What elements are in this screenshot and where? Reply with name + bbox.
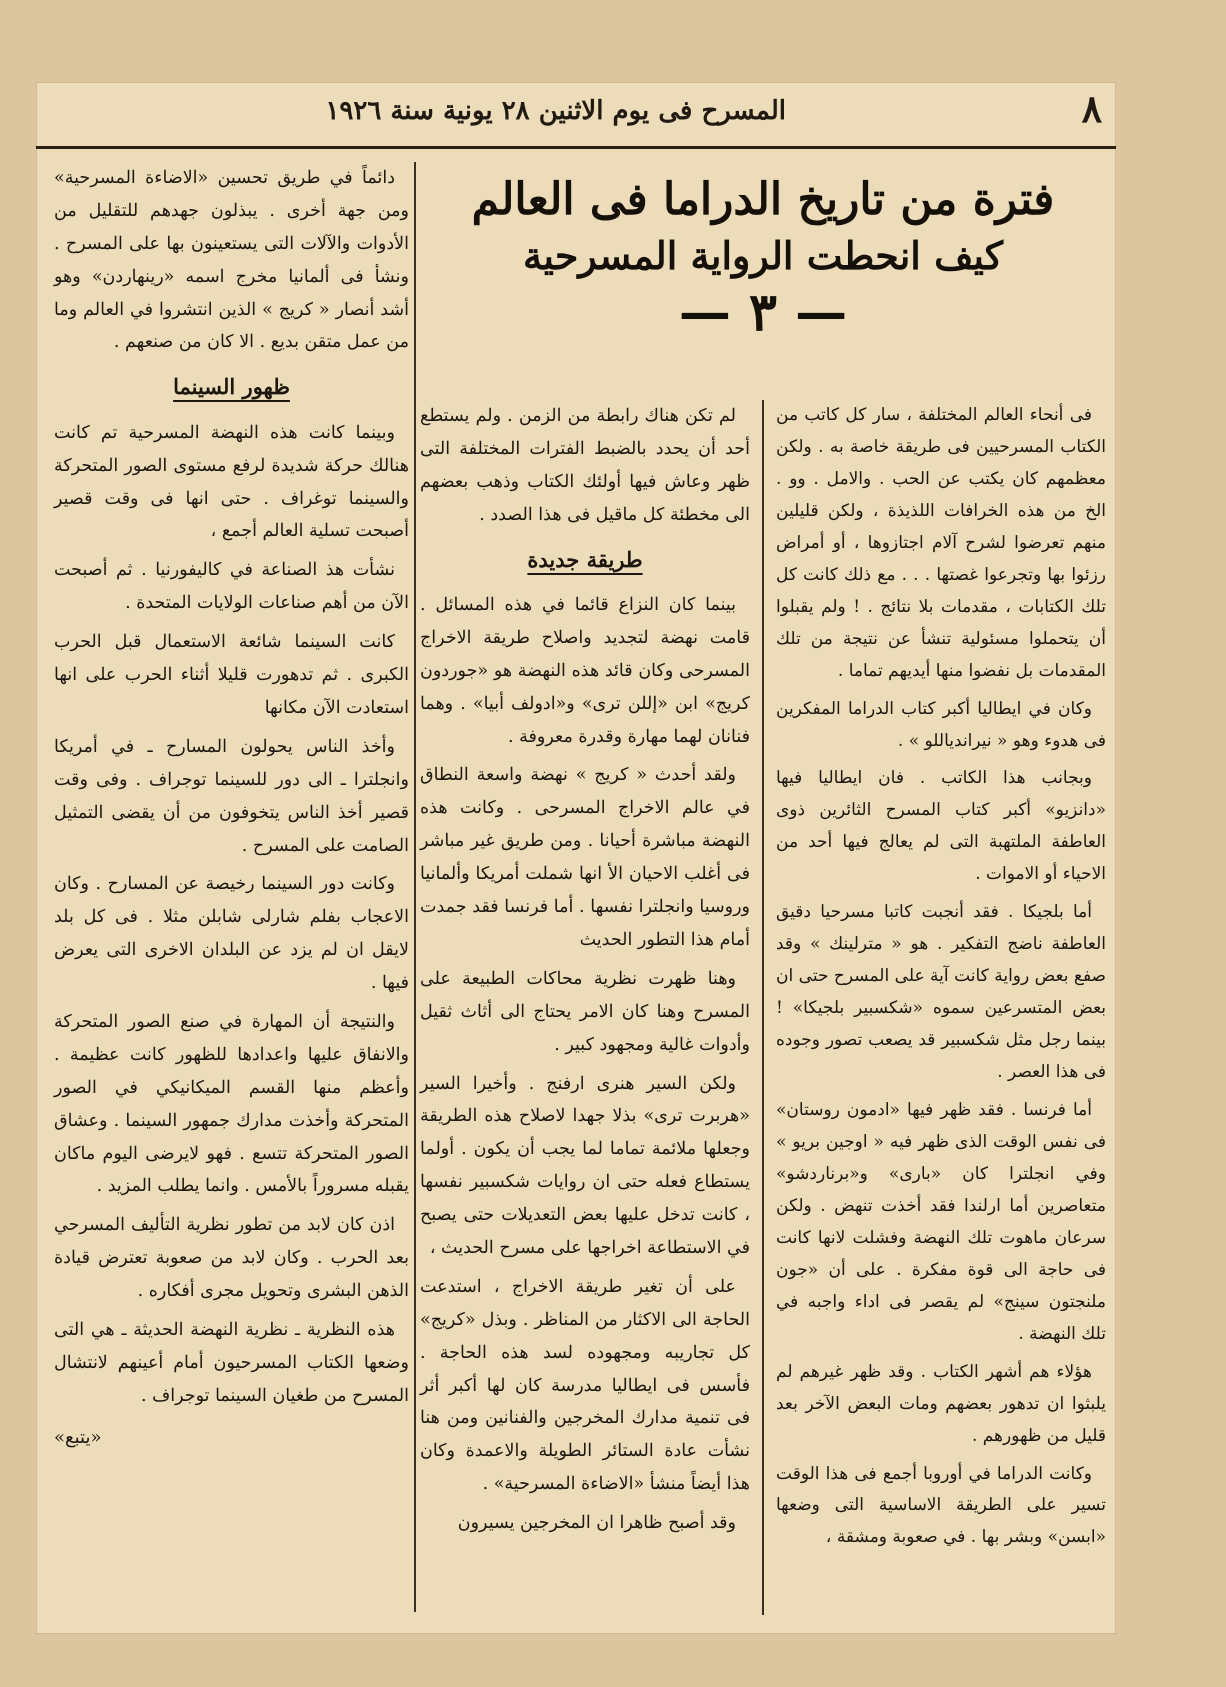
- paragraph: وكانت دور السينما رخيصة عن المسارح . وكان الاعجاب بفلم شارلى شابلن مثلا . فى كل بلد لايقل ان لم يزد عن البلدان الاخرى التى يعرض فيها .: [54, 874, 409, 994]
- paragraph: وقد أصبح ظاهرا ان المخرجين يسيرون: [457, 1513, 736, 1534]
- column-divider: [414, 162, 416, 1612]
- paragraph: والنتيجة أن المهارة في صنع الصور المتحركة والانفاق عليها واعدادها للظهور كانت عظيمة . وأعظم منها القسم الميكانيكي في الصور المتحركة وأخذت مدارك جمهور السينما . وعشاق الصور المتحركة تتسع . فهو لايرضى اليوم ماكان يقبله مسروراً بالأمس . وانما يطلب المزيد .: [54, 1011, 409, 1197]
- page-header: [36, 82, 1116, 149]
- page-number: ٨: [1081, 86, 1102, 131]
- column-left: [54, 162, 409, 1454]
- paragraph: نشأت هذ الصناعة في كاليفورنيا . ثم أصبحت الآن من أهم صناعات الولايات المتحدة .: [54, 560, 409, 614]
- continued-note: «يتبع»: [54, 1426, 102, 1448]
- paragraph: وكان في ايطاليا أكبر كتاب الدراما المفكرين فى هدوء وهو « نيراندياللو » .: [776, 698, 1106, 751]
- subheading: ظهور السينما: [173, 374, 290, 400]
- paragraph: على أن تغير طريقة الاخراج ، استدعت الحاجة الى الاكثار من المناظر . وبذل «كريج» كل تجاريبه ومجهوده لسد هذه الحاجة . فأسس فى ايطاليا مدرسة كان لها أكبر أثر فى تنمية مدارك المخرجين والفنانين ومن هنا نشأت عادة الستائر الطويلة والاعمدة وكان هذا أيضاً منشأ «الاضاءة المسرحية» .: [420, 1276, 750, 1495]
- paragraph: هذه النظرية ـ نظرية النهضة الحديثة ـ هي التى وضعها الكتاب المسرحيون أمام أعينهم لانتشال المسرح من طغيان السينما توجراف .: [54, 1319, 409, 1406]
- paragraph: وكانت الدراما في أوروبا أجمع فى هذا الوقت تسير على الطريقة الاساسية التى وضعها «ابسن» وبشر بها . في صعوبة ومشقة ،: [776, 1463, 1106, 1548]
- headline-main: فترة من تاريخ الدراما فى العالم: [471, 174, 1055, 225]
- header-title: المسرح فى يوم الاثنين ٢٨ يونية سنة ١٩٢٦: [325, 96, 786, 126]
- newspaper-page: [36, 82, 1116, 1634]
- headline-sub: كيف انحطت الرواية المسرحية: [523, 233, 1003, 278]
- paragraph: وبينما كانت هذه النهضة المسرحية تم كانت هنالك حركة شديدة لرفع مستوى الصور المتحركة والسينما توغراف . حتى انها فى وقت قصير أصبحت تسلية العالم أجمع ،: [54, 422, 409, 542]
- paragraph: فى أنحاء العالم المختلفة ، سار كل كاتب من الكتاب المسرحيين فى طريقة خاصة به . ولكن معظمهم كان يكتب عن الحب . والامل . وو . الخ من هذه الخرافات اللذيذة ، ولكن قليلين منهم تعرضوا لشرح آلام اجتازوها ، أو أمراض رزئوا بها وتجرعوا غصتها . . . مع ذلك كانت كل تلك الكتابات ، مقدمات بلا نتائج . ! ولم يقبلوا أن يتحملوا مسئولية تنشأ عن نتيجة من تلك المقدمات بل نفضوا منها أيديهم تماما .: [776, 405, 1106, 681]
- paragraph: أما بلجيكا . فقد أنجبت كاتبا مسرحيا دقيق العاطفة ناضج التفكير . هو « مترلينك » وقد صفع بعض رواية كانت آية على المسرح حتى ان بعض المتسرعين سموه «شكسبير بلجيكا» ! بينما رجل مثل شكسبير قد يصعب تصور وجوده فى هذا العصر .: [776, 902, 1106, 1083]
- paragraph: لم تكن هناك رابطة من الزمن . ولم يستطع أحد أن يحدد بالضبط الفترات المختلفة التى ظهر وعاش فيها أولئك الكتاب وذهب بعضهم الى مخطئة كل ماقيل فى هذا الصدد .: [420, 406, 750, 525]
- paragraph: أما فرنسا . فقد ظهر فيها «ادمون روستان» فى نفس الوقت الذى ظهر فيه « اوجين بريو » وفي انجلترا كان «بارى» و«برناردشو» متعاصرين أما ارلندا فقد أخذت تنهض . ولكن سرعان ماهوت تلك النهضة وفشلت لانها كانت فى حاجة الى قوة مفكرة . على أن «جون ملنجتون سينج» لم يقصر فى اداء واجبه في تلك النهضة .: [776, 1100, 1106, 1344]
- paragraph: دائماً في طريق تحسين «الاضاءة المسرحية» ومن جهة أخرى . يبذلون جهدهم للتقليل من الأدوات والآلات التى يستعينون بها على المسرح . ونشأ فى ألمانيا مخرج اسمه «رينهاردن» وهو أشد أنصار « كريج » الذين انتشروا في العالم وما من عمل متقن بديع . الا كان من صنعهم .: [54, 168, 409, 353]
- column-right: [776, 400, 1106, 1615]
- paragraph: وأخذ الناس يحولون المسارح ـ في أمريكا وانجلترا ـ الى دور للسينما توجراف . وفى وقت قصير أخذ الناس يتخوفون من أن يقضى التمثيل الصامت على المسرح .: [54, 736, 409, 856]
- paragraph: ولكن السير هنرى ارفنج . وأخيرا السير «هربرت ترى» بذلا جهدا لاصلاح هذه الطريقة وجعلها ملائمة تماما لما يجب أن يكون . أولما يستطاع فعله حتى ان روايات شكسبير نفسها ، كانت تدخل عليها بعض التعديلات حتى يصبح في الاستطاعة اخراجها على مسرح الحديث ،: [420, 1073, 750, 1258]
- subheading: طريقة جديدة: [527, 546, 643, 572]
- paragraph: وبجانب هذا الكاتب . فان ايطاليا فيها «دانزيو» أكبر كتاب المسرح الثائرين ذوى العاطفة الملتهبة التى لم يعالج فيها أحد من الاحياء أو الاموات .: [776, 768, 1106, 885]
- paragraph: اذن كان لابد من تطور نظرية التأليف المسرحي بعد الحرب . وكان لابد من صعوبة تعترض قيادة الذهن البشرى وتحويل مجرى أفكاره .: [54, 1215, 409, 1302]
- paragraph: بينما كان النزاع قائما في هذه المسائل . قامت نهضة لتجديد واصلاح طريقة الاخراج المسرحى وكان قائد هذه النهضة هو «جوردون كريج» ابن «إللن ترى» و«ادولف أبيا» . وهما فنانان لهما مهارة وقدرة معروفة .: [420, 595, 750, 747]
- paragraph: وهنا ظهرت نظرية محاكات الطبيعة على المسرح وهنا كان الامر يحتاج الى أثاث ثقيل وأدوات غالية ومجهود كبير .: [420, 968, 750, 1055]
- column-divider: [762, 400, 764, 1615]
- article-headline: [420, 162, 1106, 392]
- paragraph: هؤلاء هم أشهر الكتاب . وقد ظهر غيرهم لم يلبثوا ان تدهور بعضهم ومات البعض الآخر بعد قليل من ظهورهم .: [776, 1361, 1106, 1446]
- paragraph: ولقد أحدث « كريج » نهضة واسعة النطاق في عالم الاخراج المسرحى . وكانت هذه النهضة مباشرة أحيانا . ومن طريق غير مباشر فى أغلب الاحيان الأ انها شملت أمريكا وألمانيا وروسيا وانجلترا نفسها . أما فرنسا فقد جمدت أمام هذا التطور الحديث: [420, 765, 750, 950]
- paragraph: كانت السينما شائعة الاستعمال قبل الحرب الكبرى . ثم تدهورت قليلا أثناء الحرب على انها استعادت الآن مكانها: [54, 632, 409, 718]
- column-middle: [420, 400, 750, 1615]
- part-number: — ٣ —: [678, 282, 848, 343]
